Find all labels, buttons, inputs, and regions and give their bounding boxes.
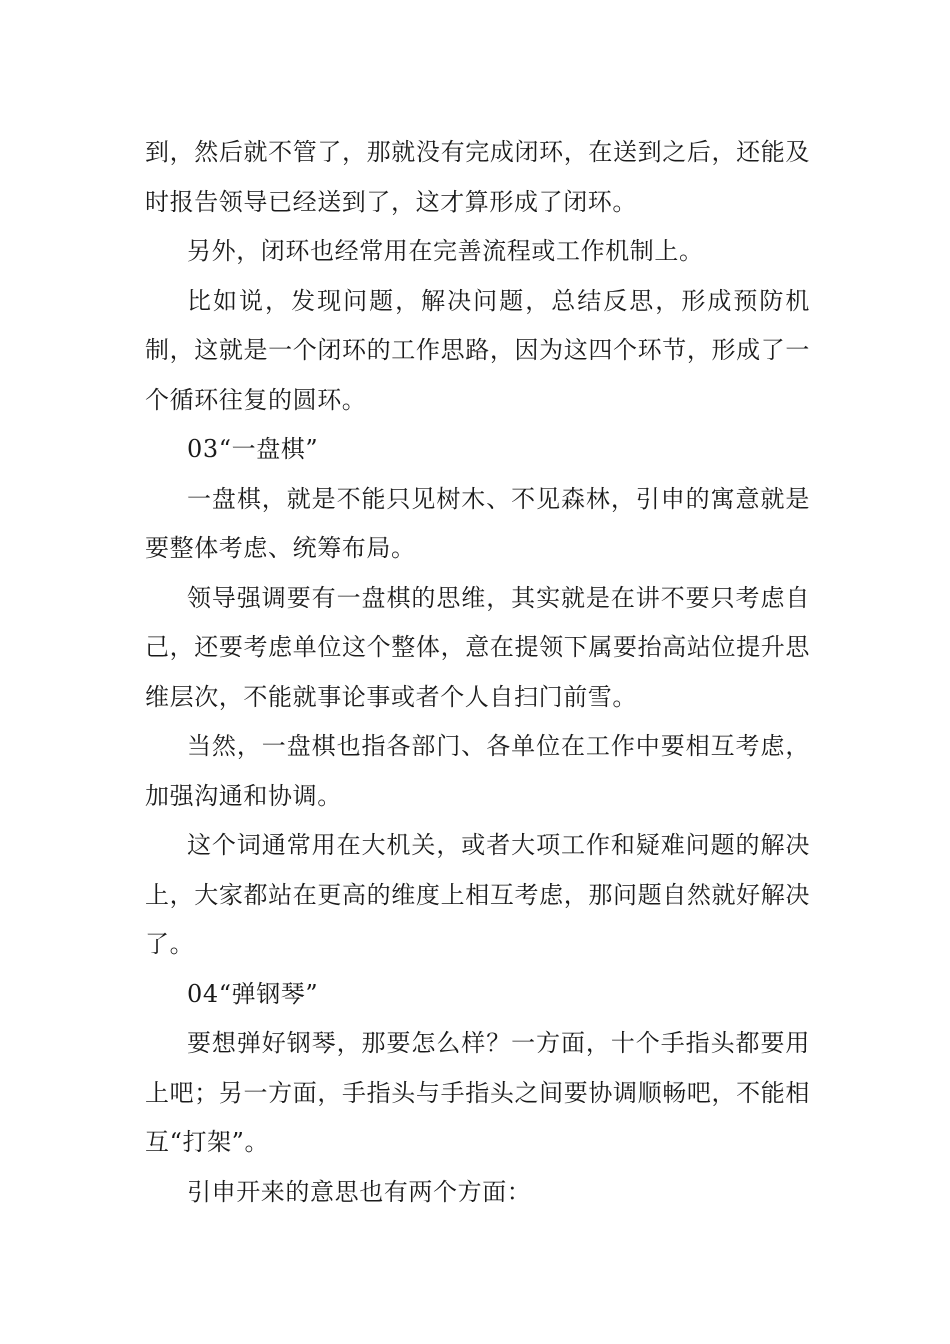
paragraph-chess-meaning: 一盘棋，就是不能只见树木、不见森林，引申的寓意就是要整体考虑、统筹布局。 — [145, 484, 810, 562]
section-heading-03: 03“一盘棋” — [187, 435, 319, 463]
paragraph-closed-loop-process: 另外，闭环也经常用在完善流程或工作机制上。 — [187, 237, 704, 265]
document-body — [145, 128, 810, 1217]
paragraph-chess-leadership: 领导强调要有一盘棋的思维，其实就是在讲不要只考虑自己，还要考虑单位这个整体，意在提领下属要抬高站位提升思维层次，不能就事论事或者个人自扫门前雪。 — [145, 583, 810, 711]
paragraph-piano-meaning: 要想弹好钢琴，那要怎么样？一方面，十个手指头都要用上吧；另一方面，手指头与手指头之间要协调顺畅吧，不能相互“打架”。 — [145, 1029, 810, 1156]
paragraph-chess-coordination: 当然，一盘棋也指各部门、各单位在工作中要相互考虑，加强沟通和协调。 — [145, 732, 810, 810]
paragraph-piano-aspects: 引申开来的意思也有两个方面： — [187, 1177, 532, 1206]
paragraph-closed-loop-continued: 到，然后就不管了，那就没有完成闭环，在送到之后，还能及时报告领导已经送到了，这才算形成了闭环。 — [145, 138, 810, 216]
paragraph-closed-loop-example: 比如说，发现问题，解决问题，总结反思，形成预防机制，这就是一个闭环的工作思路，因为这四个环节，形成了一个循环往复的圆环。 — [145, 286, 810, 414]
paragraph-chess-usage: 这个词通常用在大机关，或者大项工作和疑难问题的解决上，大家都站在更高的维度上相互考虑，那问题自然就好解决了。 — [145, 831, 810, 958]
section-heading-04: 04“弹钢琴” — [187, 979, 319, 1008]
